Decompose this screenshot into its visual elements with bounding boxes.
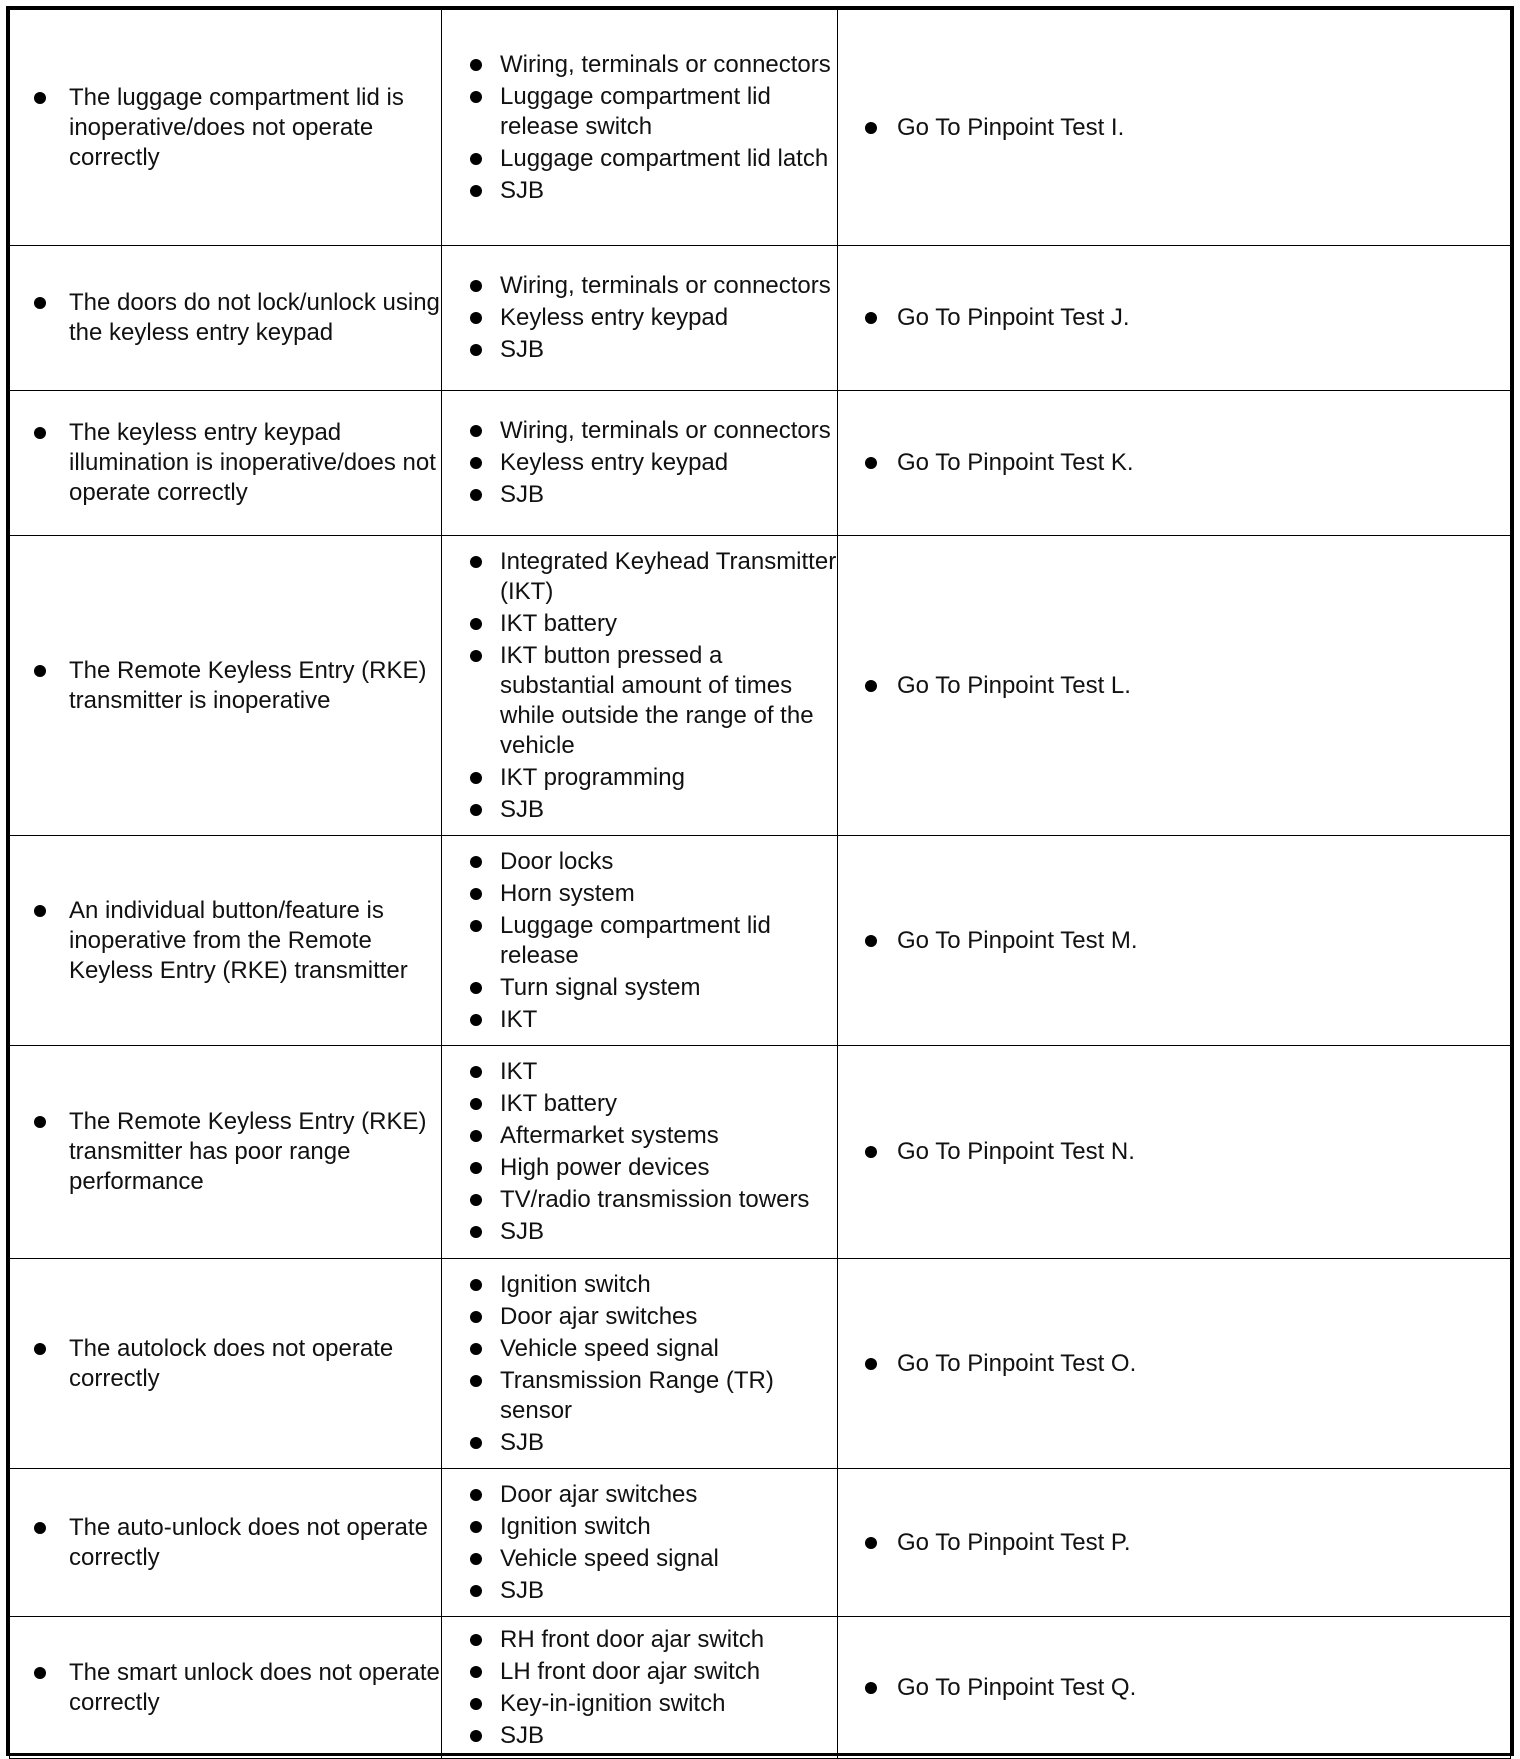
table-row (10, 1259, 1511, 1469)
possible-source-item: Door ajar switches (442, 1480, 837, 1510)
pinpoint-test-action: Go To Pinpoint Test N. (838, 1137, 1510, 1167)
possible-source-item: IKT (442, 1005, 837, 1035)
possible-source-item: RH front door ajar switch (442, 1625, 837, 1655)
table-row (10, 246, 1511, 391)
possible-sources-cell (442, 246, 838, 391)
possible-sources-cell (442, 836, 838, 1046)
action-list (838, 448, 1510, 478)
condition-cell (10, 1259, 442, 1469)
possible-source-item: SJB (442, 1576, 837, 1606)
pinpoint-test-action: Go To Pinpoint Test M. (838, 926, 1510, 956)
action-cell (838, 536, 1511, 836)
possible-source-item: Wiring, terminals or connectors (442, 50, 837, 80)
condition-text: The doors do not lock/unlock using the keyless entry keypad (10, 288, 441, 348)
table-row (10, 1046, 1511, 1259)
possible-sources-cell (442, 1259, 838, 1469)
condition-list (10, 288, 441, 348)
condition-list (10, 1107, 441, 1197)
possible-source-item: IKT (442, 1057, 837, 1087)
condition-list (10, 1658, 441, 1718)
possible-source-item: IKT button pressed a substantial amount of times while outside the range of the vehicle (442, 641, 837, 761)
possible-sources-cell (442, 536, 838, 836)
condition-cell (10, 246, 442, 391)
possible-source-item: SJB (442, 1721, 837, 1751)
possible-source-item: Door ajar switches (442, 1302, 837, 1332)
table-row (10, 836, 1511, 1046)
action-list (838, 1673, 1510, 1703)
possible-sources-cell (442, 10, 838, 246)
possible-source-item: TV/radio transmission towers (442, 1185, 837, 1215)
possible-source-item: IKT programming (442, 763, 837, 793)
possible-source-item: Wiring, terminals or connectors (442, 416, 837, 446)
possible-sources-list (442, 50, 837, 206)
condition-list (10, 418, 441, 508)
symptom-chart (6, 6, 1514, 1756)
pinpoint-test-action: Go To Pinpoint Test O. (838, 1349, 1510, 1379)
possible-source-item: SJB (442, 795, 837, 825)
possible-source-item: Horn system (442, 879, 837, 909)
action-list (838, 671, 1510, 701)
possible-sources-list (442, 1625, 837, 1751)
possible-source-item: Aftermarket systems (442, 1121, 837, 1151)
action-cell (838, 1259, 1511, 1469)
possible-source-item: SJB (442, 335, 837, 365)
condition-cell (10, 1046, 442, 1259)
condition-text: The smart unlock does not operate correctly (10, 1658, 441, 1718)
possible-source-item: Transmission Range (TR) sensor (442, 1366, 837, 1426)
condition-text: The autolock does not operate correctly (10, 1334, 441, 1394)
condition-list (10, 1513, 441, 1573)
possible-source-item: Keyless entry keypad (442, 303, 837, 333)
possible-source-item: LH front door ajar switch (442, 1657, 837, 1687)
condition-cell (10, 836, 442, 1046)
condition-cell (10, 10, 442, 246)
possible-source-item: Ignition switch (442, 1270, 837, 1300)
possible-sources-list (442, 1057, 837, 1247)
possible-source-item: Luggage compartment lid release switch (442, 82, 837, 142)
condition-text: The luggage compartment lid is inoperative/does not operate correctly (10, 83, 441, 173)
possible-source-item: Luggage compartment lid latch (442, 144, 837, 174)
possible-source-item: SJB (442, 1428, 837, 1458)
possible-source-item: Turn signal system (442, 973, 837, 1003)
action-list (838, 1137, 1510, 1167)
pinpoint-test-action: Go To Pinpoint Test P. (838, 1528, 1510, 1558)
possible-source-item: Key-in-ignition switch (442, 1689, 837, 1719)
table-row (10, 1469, 1511, 1617)
condition-text: The Remote Keyless Entry (RKE) transmitter is inoperative (10, 656, 441, 716)
possible-source-item: Wiring, terminals or connectors (442, 271, 837, 301)
condition-list (10, 1334, 441, 1394)
possible-sources-cell (442, 1617, 838, 1759)
possible-sources-list (442, 547, 837, 825)
condition-cell (10, 391, 442, 536)
table-row (10, 536, 1511, 836)
possible-sources-list (442, 1270, 837, 1458)
condition-text: The keyless entry keypad illumination is inoperative/does not operate correctly (10, 418, 441, 508)
possible-source-item: High power devices (442, 1153, 837, 1183)
possible-source-item: SJB (442, 176, 837, 206)
action-list (838, 926, 1510, 956)
condition-list (10, 896, 441, 986)
condition-list (10, 656, 441, 716)
possible-sources-cell (442, 1046, 838, 1259)
table-row (10, 391, 1511, 536)
action-cell (838, 1617, 1511, 1759)
possible-source-item: Luggage compartment lid release (442, 911, 837, 971)
action-cell (838, 10, 1511, 246)
condition-cell (10, 1469, 442, 1617)
possible-sources-list (442, 1480, 837, 1606)
possible-source-item: Integrated Keyhead Transmitter (IKT) (442, 547, 837, 607)
possible-source-item: Door locks (442, 847, 837, 877)
action-cell (838, 1046, 1511, 1259)
symptom-table-body (10, 10, 1511, 1759)
possible-sources-cell (442, 391, 838, 536)
condition-cell (10, 1617, 442, 1759)
pinpoint-test-action: Go To Pinpoint Test L. (838, 671, 1510, 701)
action-list (838, 113, 1510, 143)
pinpoint-test-action: Go To Pinpoint Test I. (838, 113, 1510, 143)
possible-source-item: IKT battery (442, 609, 837, 639)
symptom-table (9, 9, 1511, 1759)
pinpoint-test-action: Go To Pinpoint Test J. (838, 303, 1510, 333)
possible-source-item: SJB (442, 1217, 837, 1247)
action-cell (838, 246, 1511, 391)
action-list (838, 303, 1510, 333)
possible-source-item: SJB (442, 480, 837, 510)
possible-sources-cell (442, 1469, 838, 1617)
possible-source-item: Ignition switch (442, 1512, 837, 1542)
action-cell (838, 391, 1511, 536)
action-cell (838, 1469, 1511, 1617)
possible-sources-list (442, 271, 837, 365)
possible-source-item: Vehicle speed signal (442, 1334, 837, 1364)
condition-list (10, 83, 441, 173)
table-row (10, 1617, 1511, 1759)
condition-text: An individual button/feature is inoperative from the Remote Keyless Entry (RKE) transmitter (10, 896, 441, 986)
possible-source-item: Vehicle speed signal (442, 1544, 837, 1574)
possible-source-item: Keyless entry keypad (442, 448, 837, 478)
table-row (10, 10, 1511, 246)
condition-cell (10, 536, 442, 836)
pinpoint-test-action: Go To Pinpoint Test K. (838, 448, 1510, 478)
possible-sources-list (442, 416, 837, 510)
condition-text: The Remote Keyless Entry (RKE) transmitter has poor range performance (10, 1107, 441, 1197)
possible-source-item: IKT battery (442, 1089, 837, 1119)
pinpoint-test-action: Go To Pinpoint Test Q. (838, 1673, 1510, 1703)
condition-text: The auto-unlock does not operate correctly (10, 1513, 441, 1573)
action-cell (838, 836, 1511, 1046)
action-list (838, 1528, 1510, 1558)
action-list (838, 1349, 1510, 1379)
possible-sources-list (442, 847, 837, 1035)
